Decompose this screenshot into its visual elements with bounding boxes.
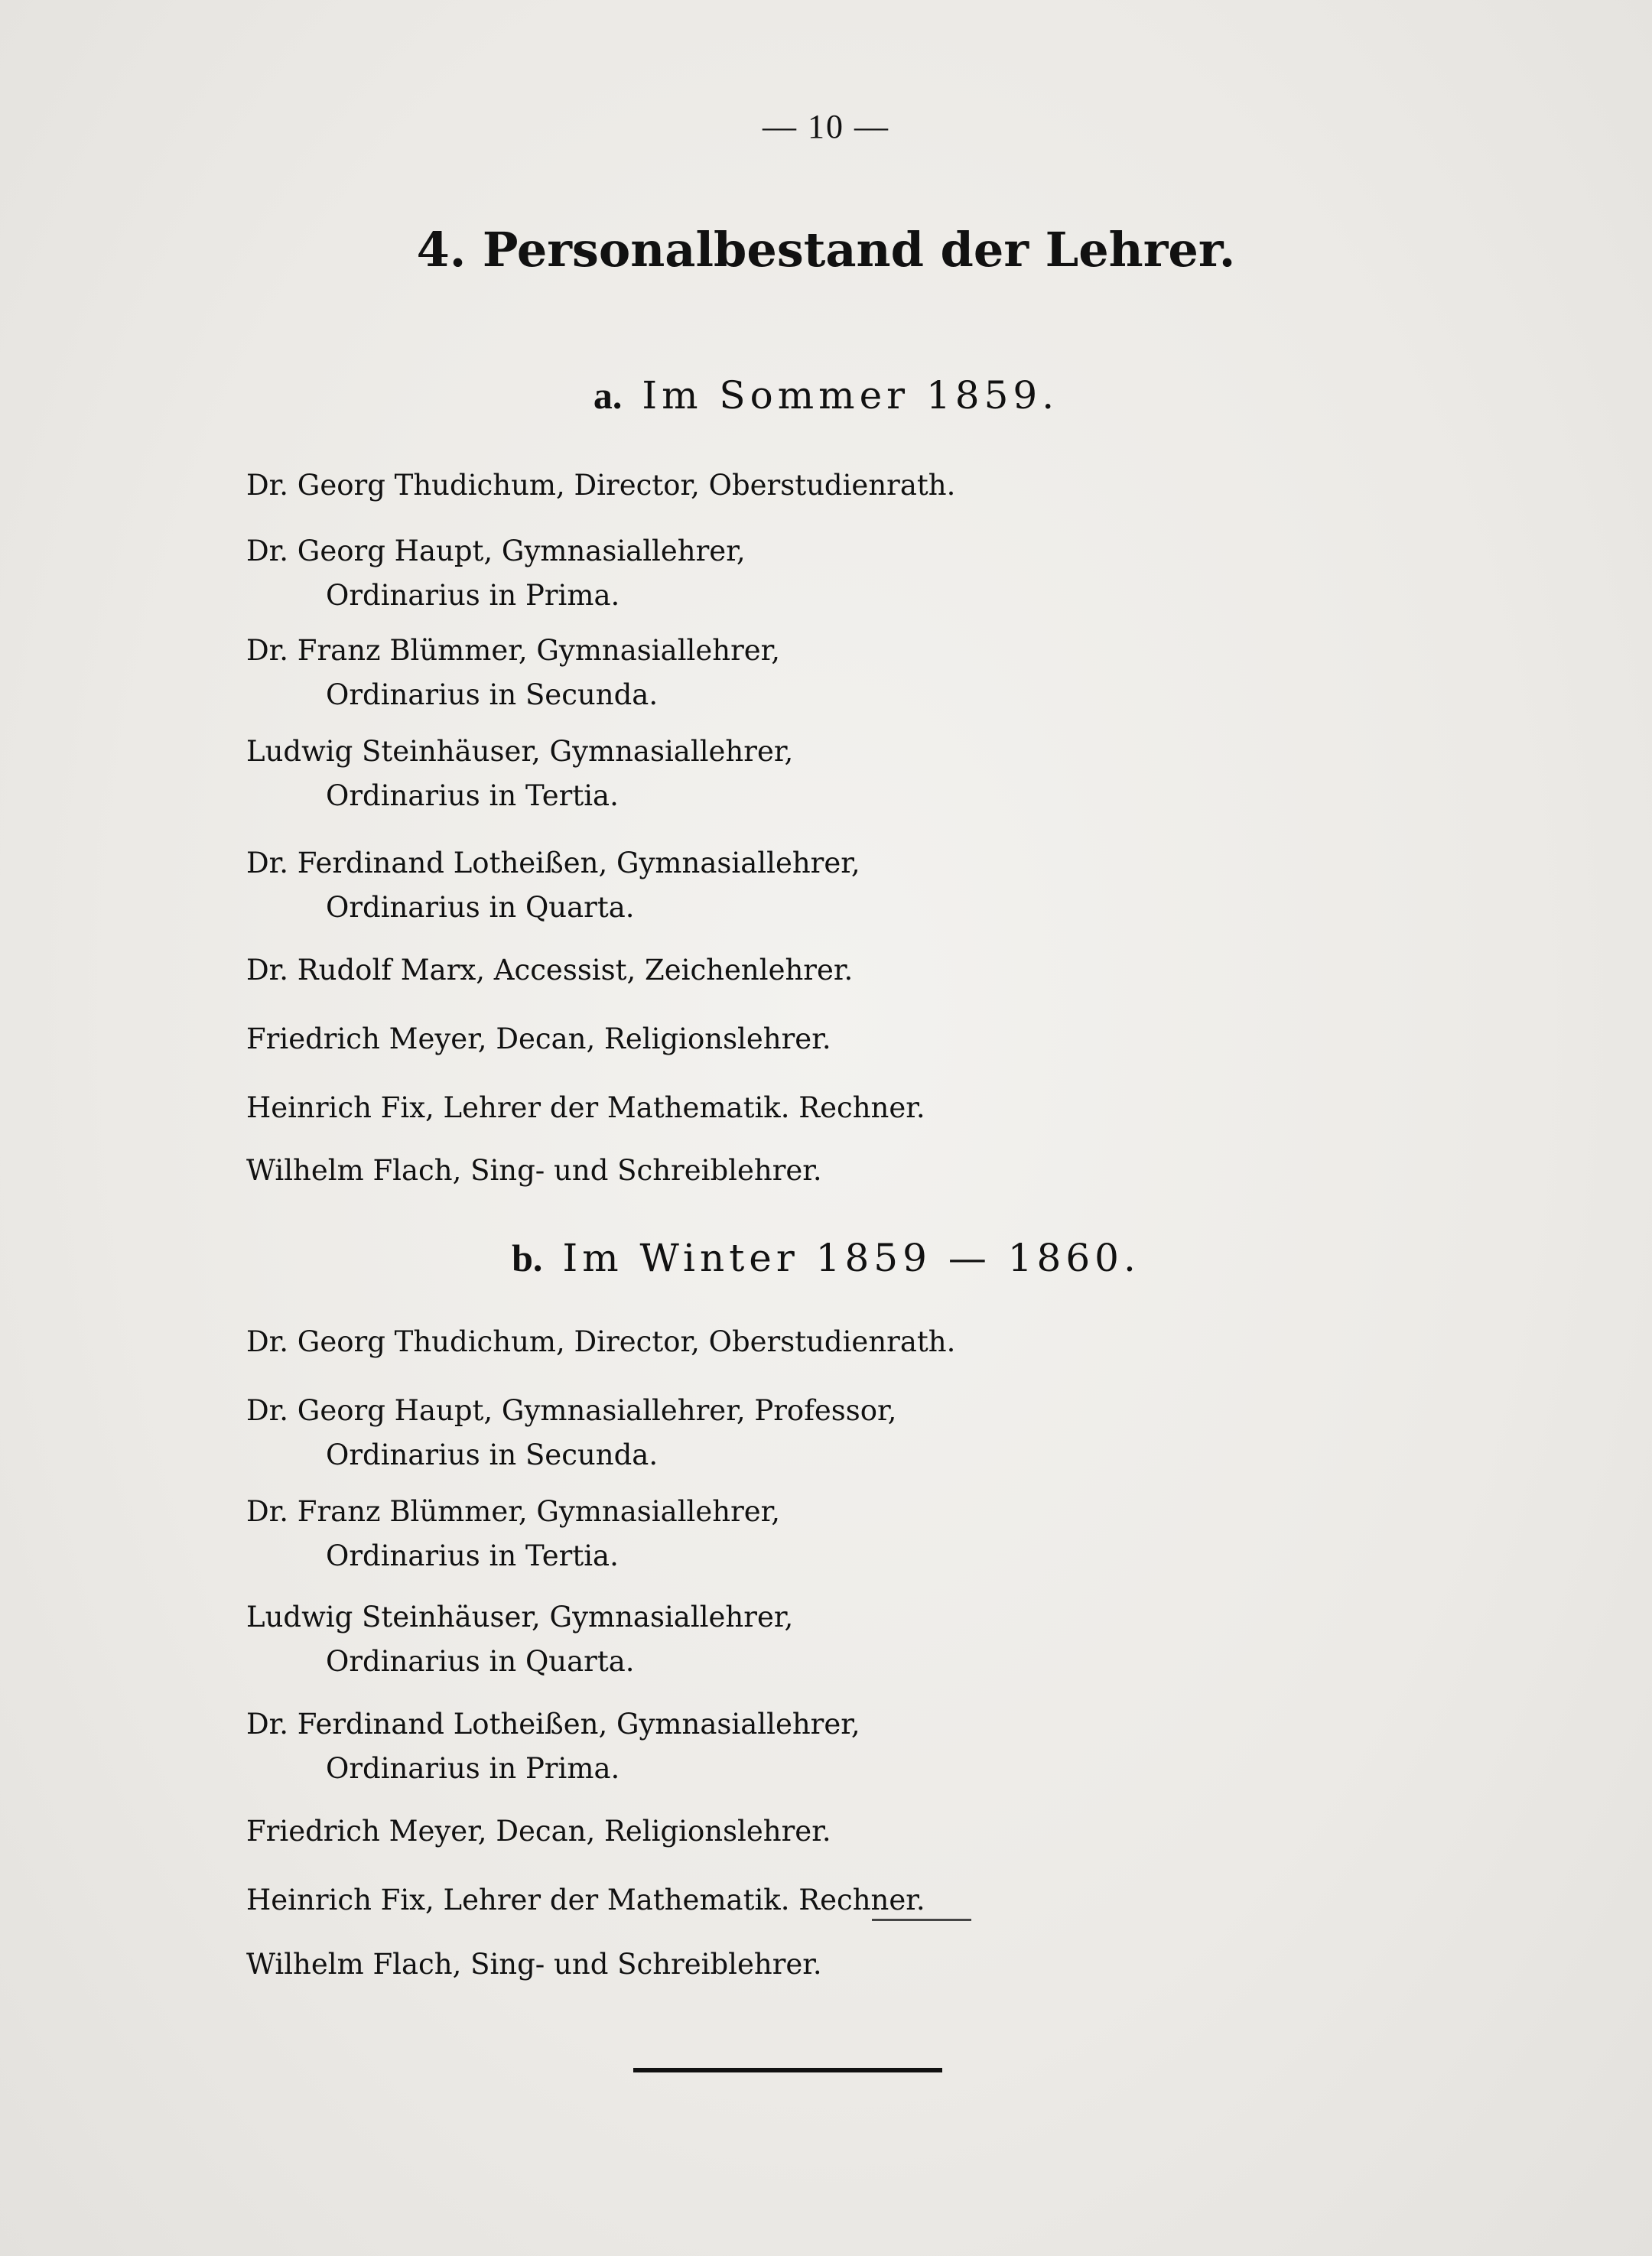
summer-entry-4 (246, 730, 1393, 818)
entry-line: Dr. Rudolf Marx, Accessist, Zeichenlehrer. (246, 954, 854, 987)
winter-entry-3 (246, 1490, 1393, 1578)
entry-line: Dr. Georg Thudichum, Director, Oberstudienrath. (246, 469, 956, 502)
entry-line: Ludwig Steinhäuser, Gymnasiallehrer, (246, 1601, 794, 1633)
summer-letter: a. (593, 374, 623, 417)
entry-line: Heinrich Fix, Lehrer der Mathematik. Rechner. (246, 1091, 925, 1124)
closing-rule (633, 2068, 942, 2072)
entry-line: Heinrich Fix, Lehrer der Mathematik. Rechner. (246, 1884, 925, 1916)
entry-line: Dr. Georg Thudichum, Director, Oberstudienrath. (246, 1325, 956, 1358)
winter-entry-7 (246, 1878, 1393, 1923)
entry-line: Ludwig Steinhäuser, Gymnasiallehrer, (246, 735, 794, 768)
section-title: 4. Personalbestand der Lehrer. (416, 222, 1236, 278)
summer-heading (0, 373, 1652, 418)
entry-line-2: Ordinarius in Tertia. (326, 779, 619, 812)
winter-letter: b. (512, 1237, 543, 1279)
entry-line: Dr. Ferdinand Lotheißen, Gymnasiallehrer, (246, 1708, 860, 1741)
summer-entry-1 (246, 463, 1393, 508)
entry-line-2: Ordinarius in Prima. (326, 1752, 620, 1785)
summer-entry-8 (246, 1086, 1393, 1130)
winter-entry-2 (246, 1389, 1393, 1477)
summer-entry-6 (246, 948, 1393, 993)
summer-entry-3 (246, 629, 1393, 717)
winter-entry-6 (246, 1809, 1393, 1854)
winter-entry-1 (246, 1320, 1393, 1364)
page-number: — 10 — (763, 108, 889, 145)
entry-line-2: Ordinarius in Secunda. (326, 1438, 659, 1471)
entry-line: Dr. Franz Blümmer, Gymnasiallehrer, (246, 634, 781, 667)
winter-heading (0, 1236, 1652, 1280)
summer-entry-9 (246, 1149, 1393, 1193)
winter-entry-5 (246, 1702, 1393, 1791)
entry-line: Friedrich Meyer, Decan, Religionslehrer. (246, 1022, 831, 1055)
entry-line: Dr. Georg Haupt, Gymnasiallehrer, (246, 535, 746, 567)
underline-rule (872, 1919, 971, 1921)
summer-entry-7 (246, 1017, 1393, 1061)
entry-line-2: Ordinarius in Tertia. (326, 1539, 619, 1572)
entry-line: Dr. Georg Haupt, Gymnasiallehrer, Professor, (246, 1394, 897, 1427)
entry-line-2: Ordinarius in Prima. (326, 579, 620, 612)
entry-line-2: Ordinarius in Secunda. (326, 678, 659, 711)
entry-line-2: Ordinarius in Quarta. (326, 891, 635, 924)
summer-entry-5 (246, 841, 1393, 930)
summer-heading-text: Im Sommer 1859. (642, 373, 1059, 418)
entry-line: Dr. Franz Blümmer, Gymnasiallehrer, (246, 1495, 781, 1528)
entry-line-2: Ordinarius in Quarta. (326, 1645, 635, 1678)
winter-entry-4 (246, 1595, 1393, 1684)
winter-entry-8 (246, 1942, 1393, 1987)
entry-line: Wilhelm Flach, Sing- und Schreiblehrer. (246, 1154, 822, 1187)
entry-line: Friedrich Meyer, Decan, Religionslehrer. (246, 1815, 831, 1848)
entry-line: Wilhelm Flach, Sing- und Schreiblehrer. (246, 1948, 822, 1981)
summer-entry-2 (246, 529, 1393, 618)
winter-heading-text: Im Winter 1859 — 1860. (562, 1236, 1140, 1280)
entry-line: Dr. Ferdinand Lotheißen, Gymnasiallehrer, (246, 847, 860, 879)
